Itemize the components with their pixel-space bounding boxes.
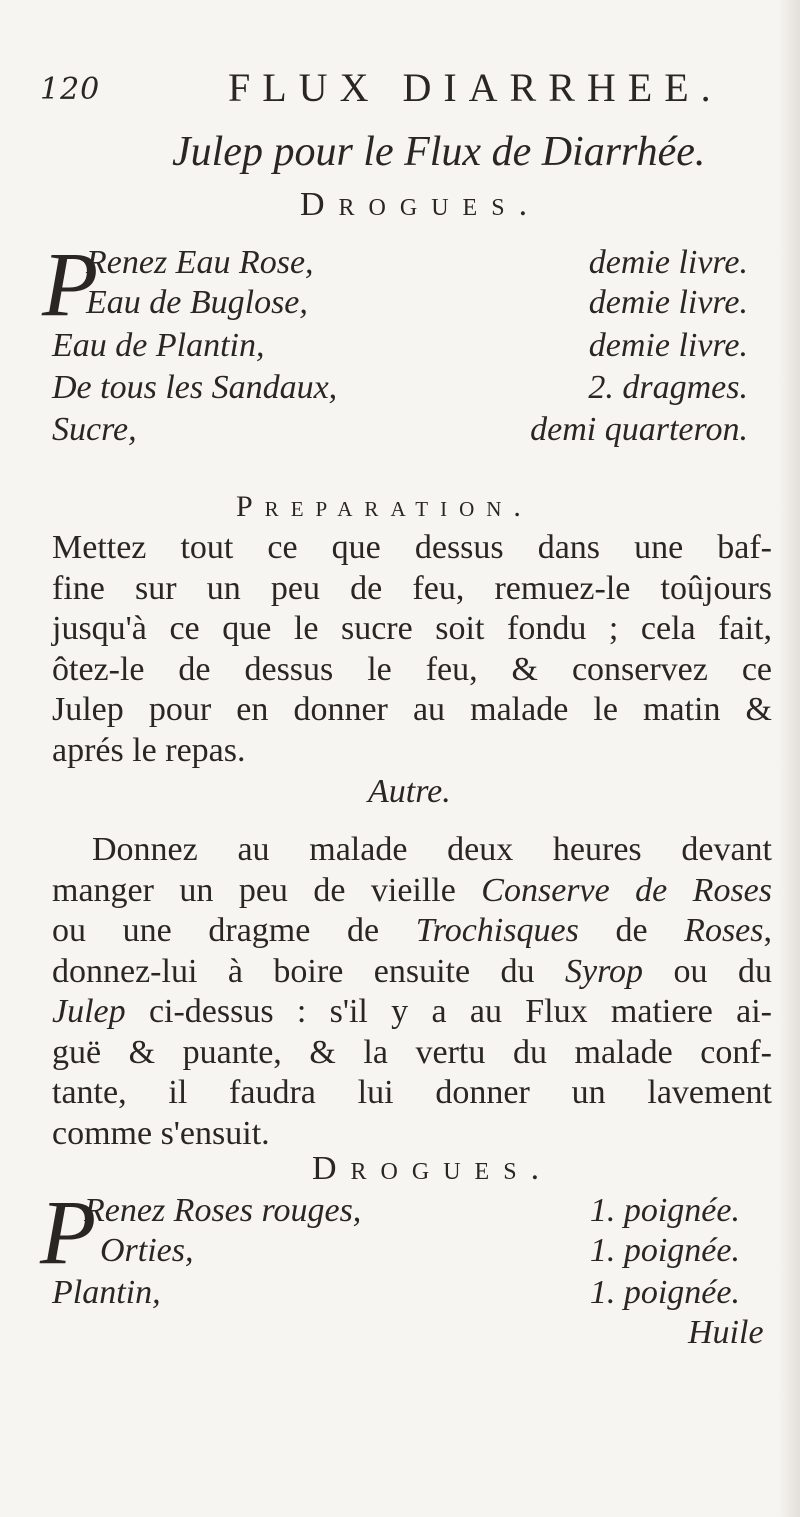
- text-line: Mettez tout ce que dessus dans une baf-: [52, 529, 772, 566]
- text-line: fine sur un peu de feu, remuez-le toûjours: [52, 569, 772, 607]
- ingredient-quantity: demie livre.: [588, 284, 748, 321]
- text-line: donnez-lui à boire ensuite du Syrop ou du: [52, 952, 772, 990]
- text-line: Julep pour en donner au malade le matin &: [52, 691, 772, 728]
- text-line: guë & puante, & la vertu du malade conf-: [52, 1033, 772, 1071]
- ingredient-name: Sucre,: [52, 411, 137, 448]
- autre-heading: Autre.: [368, 773, 451, 810]
- text-line: comme s'ensuit.: [52, 1114, 270, 1152]
- ingredient-name: Eau de Buglose,: [86, 284, 308, 321]
- ingredient-quantity: demie livre.: [588, 244, 748, 281]
- text-line: aprés le repas.: [52, 731, 246, 769]
- ingredient-quantity: 1. poignée.: [589, 1232, 740, 1269]
- page-number: 120: [40, 72, 101, 107]
- text-line: Donnez au malade deux heures devant: [92, 831, 772, 868]
- ingredient-quantity: 1. poignée.: [589, 1192, 740, 1229]
- page-edge-shadow: [778, 0, 800, 1517]
- autre-text: [52, 830, 772, 1154]
- drogues-heading: Drogues.: [300, 186, 542, 223]
- drop-cap: P: [40, 1181, 97, 1283]
- recipe-title: Julep pour le Flux de Diarrhée.: [172, 129, 706, 175]
- ingredient-name: Renez Eau Rose,: [86, 244, 314, 281]
- text-line: ou une dragme de Trochisques de Roses,: [52, 912, 772, 949]
- ingredient-name: Renez Roses rouges,: [84, 1192, 362, 1229]
- text-line: manger un peu de vieille Conserve de Roses: [52, 871, 772, 909]
- text-line: ôtez-le de dessus le feu, & conservez ce: [52, 650, 772, 688]
- text-line: jusqu'à ce que le sucre soit fondu ; cela fait,: [52, 610, 772, 647]
- page-header: [0, 52, 800, 112]
- preparation-heading: Preparation.: [236, 490, 533, 523]
- ingredient-quantity: demi quarteron.: [530, 411, 748, 448]
- drogues-heading: Drogues.: [312, 1150, 554, 1187]
- ingredient-quantity: 1. poignée.: [589, 1274, 740, 1311]
- ingredient-name: De tous les Sandaux,: [52, 369, 338, 406]
- running-head: FLUX DIARRHEE.: [228, 65, 723, 110]
- catchword: Huile: [688, 1314, 764, 1351]
- ingredient-name: Eau de Plantin,: [52, 327, 265, 364]
- drop-cap: P: [42, 233, 99, 335]
- ingredient-name: Plantin,: [52, 1274, 161, 1311]
- ingredient-quantity: 2. dragmes.: [588, 369, 748, 406]
- ingredient-quantity: demie livre.: [588, 327, 748, 364]
- ingredient-name: Orties,: [100, 1232, 194, 1269]
- text-line: tante, il faudra lui donner un lavement: [52, 1074, 772, 1111]
- text-line: Julep ci-dessus : s'il y a au Flux matiere ai-: [52, 993, 772, 1030]
- preparation-text: [52, 528, 772, 771]
